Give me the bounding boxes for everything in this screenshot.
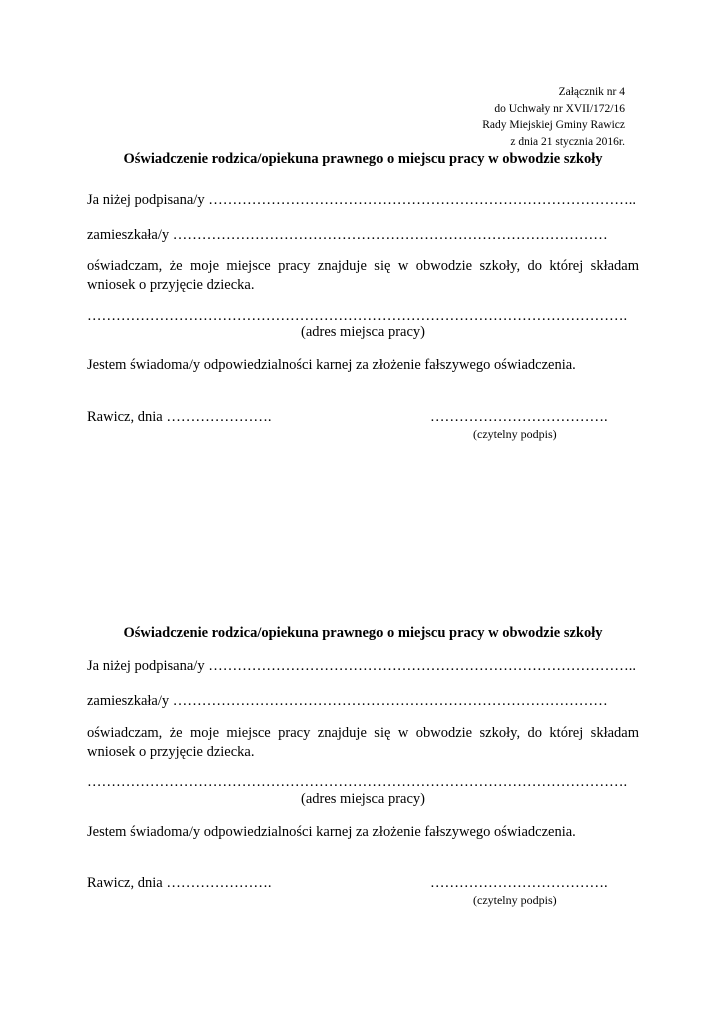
date-field[interactable]: Rawicz, dnia ………………….	[87, 409, 272, 425]
workplace-address-field[interactable]: ………………………………………………………………………………………………….	[87, 774, 628, 790]
signature-caption: (czytelny podpis)	[473, 427, 557, 441]
awareness-statement: Jestem świadoma/y odpowiedzialności karnej za złożenie fałszywego oświadczenia.	[87, 824, 576, 840]
signature-field[interactable]: ……………………………….	[430, 875, 608, 891]
form-title: Oświadczenie rodzica/opiekuna prawnego o miejscu pracy w obwodzie szkoły	[123, 625, 603, 641]
council-name: Rady Miejskiej Gminy Rawicz	[482, 119, 625, 131]
name-field[interactable]: Ja niżej podpisana/y ……………………………………………………………………………..	[87, 192, 636, 208]
resolution-reference: do Uchwały nr XVII/172/16	[494, 102, 625, 115]
workplace-address-caption: (adres miejsca pracy)	[301, 791, 425, 807]
signature-field[interactable]: ……………………………….	[430, 409, 608, 425]
attachment-number: Załącznik nr 4	[558, 86, 625, 98]
attachment-header	[482, 84, 625, 150]
declaration-text: oświadczam, że moje miejsce pracy znajduje się w obwodzie szkoły, do której składam wniosek o przyjęcie dziecka.	[87, 725, 639, 760]
workplace-address-caption: (adres miejsca pracy)	[301, 324, 425, 340]
awareness-statement: Jestem świadoma/y odpowiedzialności karnej za złożenie fałszywego oświadczenia.	[87, 357, 576, 373]
resolution-date: z dnia 21 stycznia 2016r.	[510, 135, 625, 148]
form-title: Oświadczenie rodzica/opiekuna prawnego o miejscu pracy w obwodzie szkoły	[123, 151, 603, 167]
date-field[interactable]: Rawicz, dnia ………………….	[87, 875, 272, 891]
declaration-form-2	[87, 625, 639, 925]
address-field[interactable]: zamieszkała/y ………………………………………………………………………………	[87, 227, 608, 243]
signature-caption: (czytelny podpis)	[473, 893, 557, 907]
declaration-form-1	[87, 151, 639, 451]
declaration-text: oświadczam, że moje miejsce pracy znajduje się w obwodzie szkoły, do której składam wniosek o przyjęcie dziecka.	[87, 258, 639, 293]
address-field[interactable]: zamieszkała/y ………………………………………………………………………………	[87, 693, 608, 709]
name-field[interactable]: Ja niżej podpisana/y ……………………………………………………………………………..	[87, 658, 636, 674]
workplace-address-field[interactable]: ………………………………………………………………………………………………….	[87, 308, 628, 324]
